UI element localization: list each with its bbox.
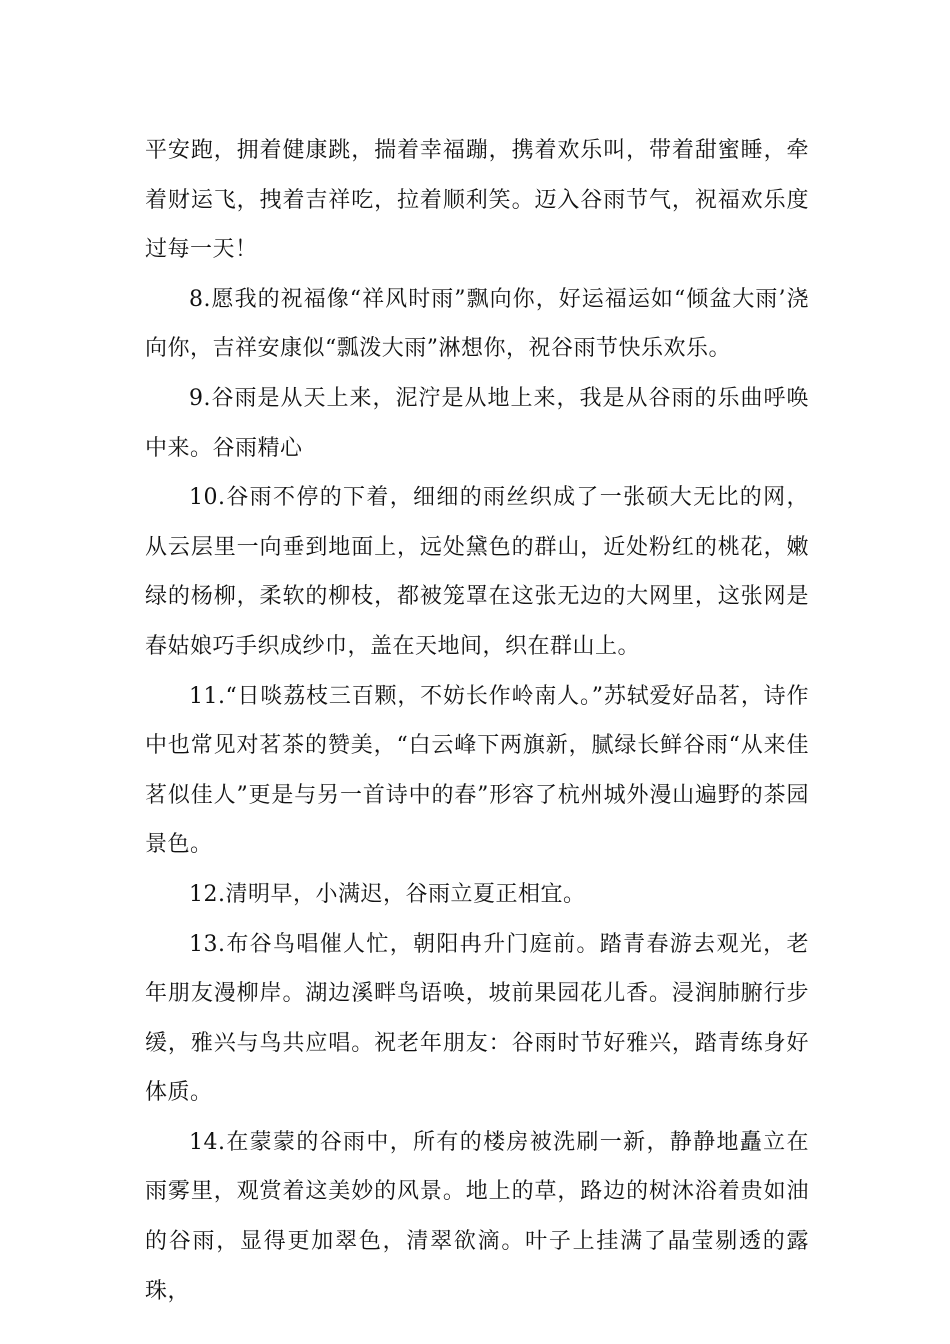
paragraph-item-11: 11.“日啖荔枝三百颗，不妨长作岭南人。”苏轼爱好品茗，诗作中也常见对茗茶的赞美，“白云峰下两旗新，腻绿长鲜谷雨“从来佳茗似佳人”更是与另一首诗中的春”形容了杭州城外漫山遍野的茶园景色。 <box>145 683 809 858</box>
document-body <box>145 126 809 1316</box>
paragraph-item-8: 8.愿我的祝福像“祥风时雨”飘向你，好运福运如“倾盆大雨’浇向你，吉祥安康似“瓢泼大雨”淋想你，祝谷雨节快乐欢乐。 <box>145 286 809 362</box>
paragraph-item-14: 14.在蒙蒙的谷雨中，所有的楼房被洗刷一新，静静地矗立在雨雾里，观赏着这美妙的风景。地上的草，路边的树沐浴着贵如油的谷雨，显得更加翠色，清翠欲滴。叶子上挂满了晶莹剔透的露珠， <box>145 1129 809 1304</box>
paragraph-item-10: 10.谷雨不停的下着，细细的雨丝织成了一张硕大无比的网，从云层里一向垂到地面上，远处黛色的群山，近处粉红的桃花，嫩绿的杨柳，柔软的柳枝，都被笼罩在这张无边的大网里，这张网是春姑娘巧手织成纱巾，盖在天地间，织在群山上。 <box>145 485 809 659</box>
paragraph-item-13: 13.布谷鸟唱催人忙，朝阳冉升门庭前。踏青春游去观光，老年朋友漫柳岸。湖边溪畔鸟语唤，坡前果园花儿香。浸润肺腑行步缓，雅兴与鸟共应唱。祝老年朋友：谷雨时节好雅兴，踏青练身好体质。 <box>145 931 809 1106</box>
paragraph: 平安跑，拥着健康跳，揣着幸福蹦，携着欢乐叫，带着甜蜜睡，牵着财运飞，拽着吉祥吃，拉着顺利笑。迈入谷雨节气，祝福欢乐度过每一天！ <box>145 138 809 263</box>
paragraph-item-9: 9.谷雨是从天上来，泥泞是从地上来，我是从谷雨的乐曲呼唤中来。谷雨精心 <box>145 385 809 461</box>
paragraph-item-12: 12.清明早，小满迟，谷雨立夏正相宜。 <box>189 881 586 907</box>
